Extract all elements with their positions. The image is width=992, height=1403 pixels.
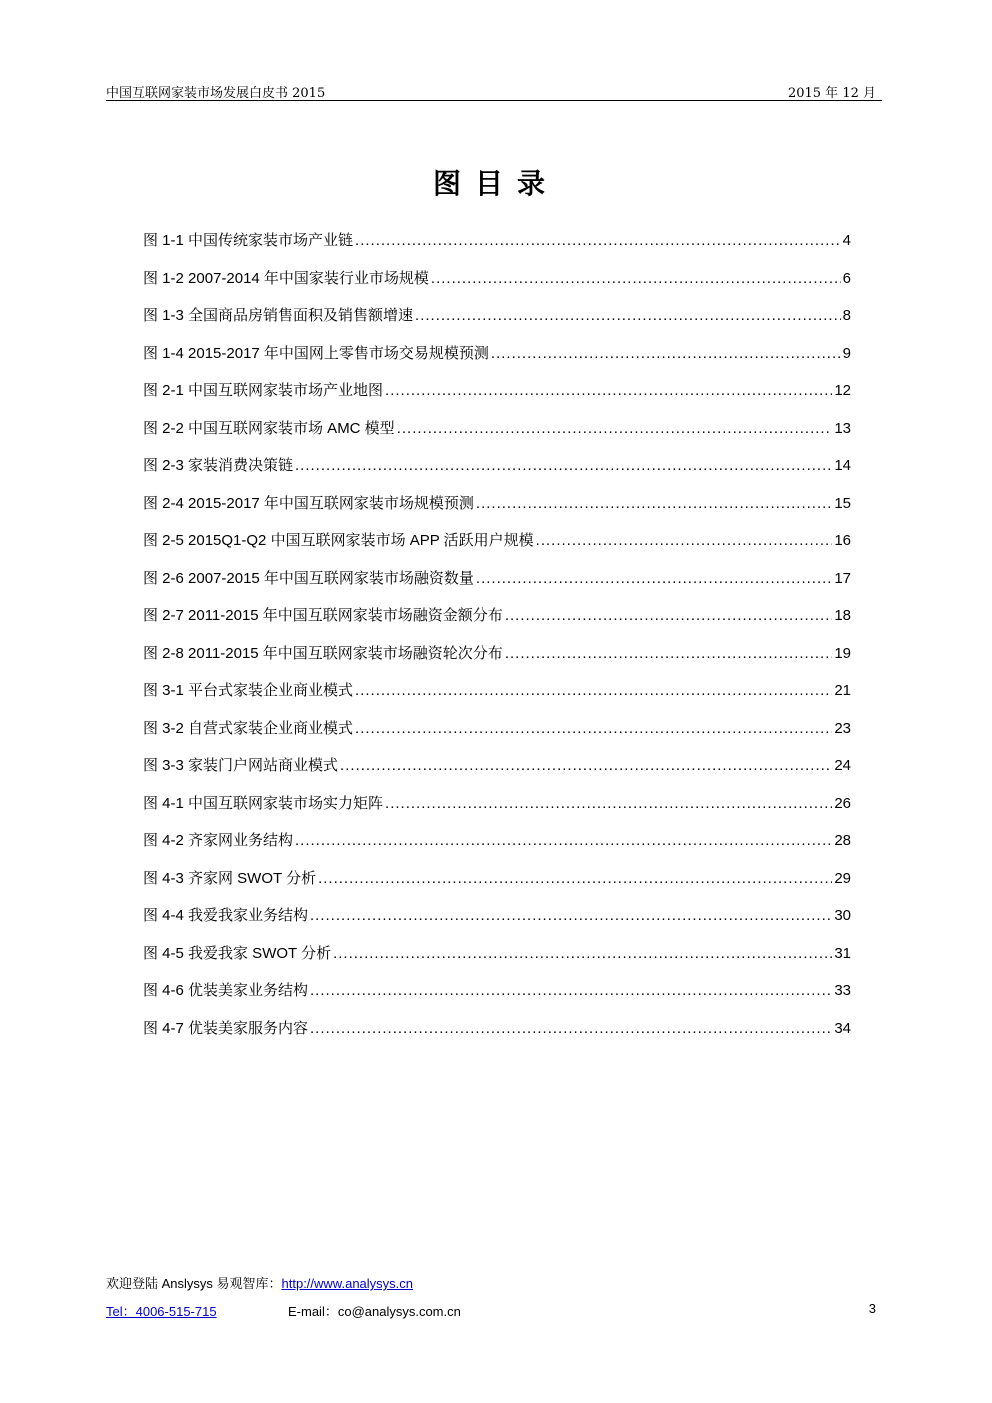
toc-entry-page: 24 — [834, 757, 851, 774]
dot-leader — [505, 607, 833, 624]
footer-contact-line — [106, 1301, 882, 1320]
dot-leader — [318, 870, 832, 887]
footer-url-link[interactable]: http://www.analysys.cn — [281, 1276, 414, 1291]
header-date: 2015 年 12 月 — [787, 86, 876, 101]
toc-entry[interactable] — [143, 342, 851, 380]
toc-entry-label: 图 4-1 中国互联网家装市场实力矩阵 — [143, 794, 384, 812]
toc-entry-label: 图 4-3 齐家网 SWOT 分析 — [143, 869, 317, 887]
toc-entry[interactable] — [143, 1017, 851, 1055]
dot-leader — [310, 1020, 832, 1037]
dot-leader — [355, 720, 832, 737]
dot-leader — [491, 345, 841, 362]
footer-welcome-text: 欢迎登陆 Anslysys 易观智库： — [106, 1276, 282, 1291]
toc-entry-page: 4 — [842, 232, 851, 249]
toc-entry-page: 21 — [834, 682, 851, 699]
toc-entry-page: 34 — [834, 1019, 851, 1037]
toc-entry-page: 14 — [834, 457, 851, 474]
toc-entry-label: 图 4-4 我爱我家业务结构 — [143, 907, 309, 924]
toc-entry[interactable] — [143, 829, 851, 867]
toc-entry-label: 图 1-2 2007-2014 年中国家装行业市场规模 — [143, 269, 429, 287]
toc-entry-label: 图 4-5 我爱我家 SWOT 分析 — [143, 944, 332, 962]
toc-entry[interactable] — [143, 567, 851, 605]
toc-entry-page: 16 — [834, 532, 851, 549]
toc-entry[interactable] — [143, 754, 851, 792]
toc-entry-label: 图 1-3 全国商品房销售面积及销售额增速 — [143, 307, 414, 324]
toc-entry-page: 6 — [842, 269, 851, 287]
toc-entry[interactable] — [143, 267, 851, 305]
toc-entry-page: 29 — [834, 869, 851, 887]
toc-entry[interactable] — [143, 867, 851, 905]
toc-entry-page: 26 — [834, 794, 851, 812]
toc-entry-label: 图 2-3 家装消费决策链 — [143, 457, 294, 474]
toc-entry-page: 18 — [834, 607, 851, 624]
dot-leader — [310, 982, 832, 999]
toc-list — [143, 229, 851, 1054]
toc-entry[interactable] — [143, 379, 851, 417]
dot-leader — [295, 457, 832, 474]
toc-entry-label: 图 4-7 优装美家服务内容 — [143, 1019, 309, 1037]
toc-entry[interactable] — [143, 679, 851, 717]
toc-entry[interactable] — [143, 454, 851, 492]
toc-entry-page: 12 — [834, 382, 851, 399]
toc-entry-page: 31 — [834, 944, 851, 962]
footer-email: E-mail：co@analysys.com.cn — [288, 1304, 461, 1319]
toc-entry-label: 图 3-1 平台式家装企业商业模式 — [143, 682, 354, 699]
dot-leader — [536, 532, 833, 549]
toc-entry[interactable] — [143, 529, 851, 567]
toc-entry[interactable] — [143, 904, 851, 942]
toc-entry[interactable] — [143, 942, 851, 980]
toc-entry-page: 13 — [834, 419, 851, 437]
toc-entry-page: 15 — [834, 494, 851, 512]
toc-entry[interactable] — [143, 492, 851, 530]
toc-entry-page: 19 — [834, 644, 851, 662]
toc-entry[interactable] — [143, 604, 851, 642]
toc-entry-page: 8 — [842, 307, 851, 324]
toc-entry[interactable] — [143, 229, 851, 267]
dot-leader — [397, 420, 833, 437]
page-title: 图目录 — [432, 167, 559, 200]
dot-leader — [385, 382, 832, 399]
page-header — [106, 80, 882, 101]
dot-leader — [505, 645, 833, 662]
dot-leader — [415, 307, 841, 324]
toc-entry-page: 23 — [834, 719, 851, 737]
toc-entry-label: 图 1-4 2015-2017 年中国网上零售市场交易规模预测 — [143, 344, 489, 362]
dot-leader — [355, 232, 841, 249]
dot-leader — [333, 945, 832, 962]
toc-entry-page: 28 — [834, 832, 851, 849]
toc-entry-label: 图 2-5 2015Q1-Q2 中国互联网家装市场 APP 活跃用户规模 — [143, 532, 534, 549]
toc-entry-label: 图 2-2 中国互联网家装市场 AMC 模型 — [143, 419, 395, 437]
dot-leader — [385, 795, 832, 812]
toc-entry-label: 图 2-6 2007-2015 年中国互联网家装市场融资数量 — [143, 569, 474, 587]
footer-welcome-line — [106, 1273, 882, 1292]
dot-leader — [476, 570, 832, 587]
dot-leader — [340, 757, 832, 774]
toc-entry-label: 图 2-1 中国互联网家装市场产业地图 — [143, 382, 384, 399]
toc-entry-label: 图 2-7 2011-2015 年中国互联网家装市场融资金额分布 — [143, 607, 503, 624]
toc-entry-label: 图 4-6 优装美家业务结构 — [143, 982, 309, 999]
toc-entry-label: 图 3-3 家装门户网站商业模式 — [143, 757, 339, 774]
header-doc-title: 中国互联网家装市场发展白皮书 2015 — [106, 86, 326, 101]
toc-entry-page: 17 — [834, 569, 851, 587]
toc-entry[interactable] — [143, 792, 851, 830]
toc-entry-page: 30 — [834, 907, 851, 924]
toc-entry-label: 图 3-2 自营式家装企业商业模式 — [143, 719, 354, 737]
toc-entry-page: 33 — [834, 982, 851, 999]
dot-leader — [431, 270, 841, 287]
toc-entry-page: 9 — [842, 344, 851, 362]
toc-entry-label: 图 2-4 2015-2017 年中国互联网家装市场规模预测 — [143, 494, 474, 512]
toc-entry-label: 图 1-1 中国传统家装市场产业链 — [143, 232, 354, 249]
toc-entry-label: 图 4-2 齐家网业务结构 — [143, 832, 294, 849]
toc-entry[interactable] — [143, 717, 851, 755]
toc-entry[interactable] — [143, 417, 851, 455]
dot-leader — [310, 907, 832, 924]
dot-leader — [476, 495, 832, 512]
dot-leader — [295, 832, 832, 849]
page-number: 3 — [868, 1301, 876, 1316]
toc-entry-label: 图 2-8 2011-2015 年中国互联网家装市场融资轮次分布 — [143, 644, 503, 662]
toc-entry[interactable] — [143, 304, 851, 342]
dot-leader — [355, 682, 832, 699]
footer-tel-link[interactable]: Tel：4006-515-715 — [106, 1304, 217, 1319]
toc-entry[interactable] — [143, 642, 851, 680]
toc-entry[interactable] — [143, 979, 851, 1017]
